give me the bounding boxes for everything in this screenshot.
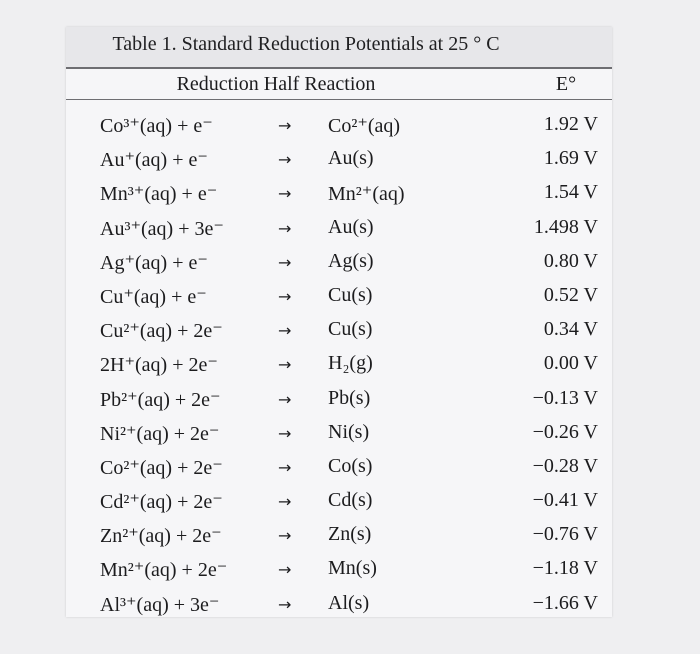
product-cell: Co²⁺(aq) (328, 115, 401, 137)
potential-cell: −1.66 V (532, 591, 598, 614)
arrow-icon: → (278, 252, 292, 272)
potential-cell: 1.54 V (543, 181, 598, 204)
header-potential: E° (555, 73, 577, 95)
table-row (66, 417, 612, 451)
reactant-cell: Pb²⁺(aq) + 2e⁻ (100, 388, 221, 411)
reactant-cell: Cd²⁺(aq) + 2e⁻ (100, 491, 223, 514)
potential-cell: 0.34 V (543, 318, 598, 341)
table-row (66, 109, 612, 143)
reactant-cell: Cu⁺(aq) + e⁻ (100, 285, 207, 308)
reactant-cell: Ni²⁺(aq) + 2e⁻ (100, 422, 220, 445)
table-row (66, 177, 612, 211)
table-row (66, 383, 612, 417)
arrow-icon: → (278, 286, 292, 306)
reactant-cell: Au³⁺(aq) + 3e⁻ (100, 217, 224, 240)
table-row (66, 314, 612, 348)
product-cell: Au(s) (328, 215, 374, 238)
arrow-icon: → (278, 492, 292, 512)
potential-cell: 1.498 V (533, 215, 598, 238)
potential-cell: 1.92 V (543, 113, 598, 135)
product-cell: Mn(s) (328, 557, 377, 580)
reactant-cell: Au⁺(aq) + e⁻ (100, 149, 208, 172)
potential-cell: −0.26 V (532, 420, 598, 443)
product-cell: H₂(g) (328, 352, 373, 375)
potential-cell: 1.69 V (543, 147, 598, 170)
reduction-potentials-sheet (66, 27, 612, 617)
product-cell: Co(s) (328, 454, 373, 477)
reactant-cell: Ag⁺(aq) + e⁻ (100, 251, 208, 274)
potential-cell: −0.41 V (532, 489, 598, 512)
product-cell: Pb(s) (328, 386, 371, 409)
arrow-icon: → (278, 423, 292, 443)
potential-cell: −1.18 V (532, 557, 598, 580)
table-row (66, 451, 612, 485)
table-row (66, 143, 612, 177)
potential-cell: 0.80 V (543, 249, 598, 272)
arrow-icon: → (278, 184, 292, 204)
arrow-icon: → (278, 321, 292, 341)
reactant-cell: Al³⁺(aq) + 3e⁻ (100, 593, 220, 616)
reactant-cell: Co³⁺(aq) + e⁻ (100, 115, 213, 137)
table-row (66, 553, 612, 587)
arrow-icon: → (278, 116, 292, 135)
potential-cell: 0.52 V (543, 283, 598, 306)
header-top-rule (66, 67, 612, 69)
reactant-cell: Mn²⁺(aq) + 2e⁻ (100, 559, 228, 582)
arrow-icon: → (278, 355, 292, 375)
arrow-icon: → (278, 218, 292, 238)
potential-cell: −0.13 V (532, 386, 598, 409)
arrow-icon: → (278, 389, 292, 409)
table-row (66, 212, 612, 246)
potential-cell: 0.00 V (543, 352, 598, 375)
product-cell: Ag(s) (328, 249, 374, 272)
product-cell: Ni(s) (328, 420, 370, 443)
product-cell: Zn(s) (328, 523, 372, 546)
arrow-icon: → (278, 457, 292, 477)
header-bottom-rule (66, 99, 612, 100)
reactant-cell: 2H⁺(aq) + 2e⁻ (100, 354, 218, 377)
arrow-icon: → (278, 526, 292, 546)
product-cell: Cd(s) (328, 489, 373, 512)
arrow-icon: → (278, 594, 292, 614)
reactant-cell: Cu²⁺(aq) + 2e⁻ (100, 320, 223, 343)
arrow-icon: → (278, 560, 292, 580)
arrow-icon: → (278, 150, 292, 170)
table-row (66, 348, 612, 382)
potential-cell: −0.28 V (532, 454, 598, 477)
potential-cell: −0.76 V (532, 523, 598, 546)
product-cell: Cu(s) (328, 283, 373, 306)
table-row (66, 588, 612, 622)
product-cell: Cu(s) (328, 318, 373, 341)
table-row (66, 280, 612, 314)
table-body (66, 109, 612, 622)
header-half-reaction: Reduction Half Reaction (176, 73, 376, 95)
product-cell: Mn²⁺(aq) (328, 183, 405, 206)
table-row (66, 519, 612, 553)
product-cell: Al(s) (328, 591, 370, 614)
product-cell: Au(s) (328, 147, 374, 170)
table-row (66, 485, 612, 519)
reactant-cell: Mn³⁺(aq) + e⁻ (100, 183, 218, 206)
table-row (66, 246, 612, 280)
table-title: Table 1. Standard Reduction Potentials at 25 ° C (112, 33, 500, 55)
reactant-cell: Zn²⁺(aq) + 2e⁻ (100, 525, 222, 548)
reactant-cell: Co²⁺(aq) + 2e⁻ (100, 456, 223, 479)
